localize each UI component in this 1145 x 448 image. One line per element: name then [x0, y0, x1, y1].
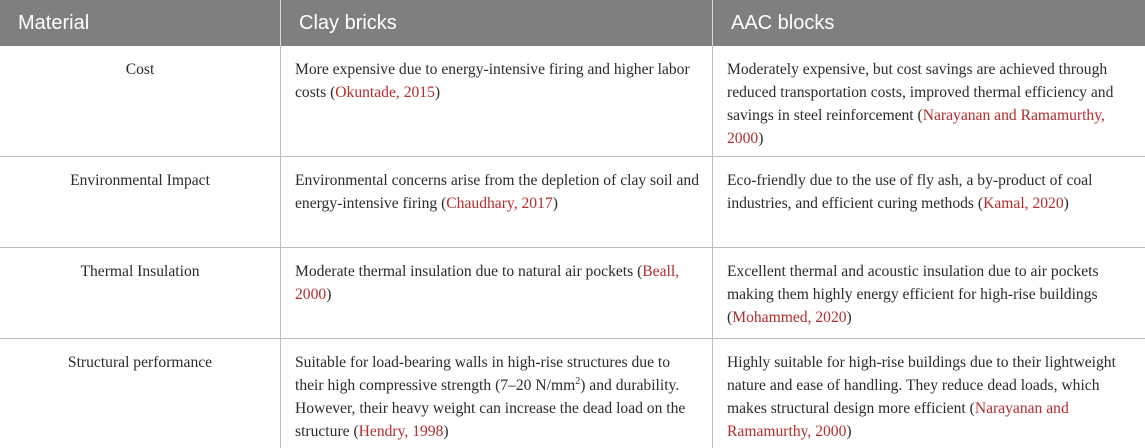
table-row — [0, 46, 1145, 157]
cell-text: More expensive due to energy-intensive firing and higher labor costs ( — [295, 61, 690, 101]
citation-link[interactable]: Hendry, 1998 — [358, 423, 444, 440]
clay-bricks-cell — [281, 248, 713, 338]
clay-bricks-cell — [281, 46, 713, 156]
cell-text: Excellent thermal and acoustic insulation due to air pockets making them highly energy efficient for high-rise buildings ( — [727, 263, 1099, 326]
material-cell: Thermal Insulation — [0, 248, 281, 338]
clay-bricks-cell — [281, 157, 713, 247]
cell-text-tail: ) — [846, 309, 852, 326]
cell-text-tail: ) — [434, 84, 441, 101]
material-cell: Environmental Impact — [0, 157, 281, 247]
table-row — [0, 248, 1145, 339]
citation-link[interactable]: Beall, 2000 — [295, 263, 680, 303]
aac-blocks-cell — [713, 339, 1145, 448]
cell-text-tail: ) — [846, 423, 852, 440]
cell-text: Suitable for load-bearing walls in high-rise structures due to their high compressive strength (7–20 N/mm — [295, 354, 671, 394]
cell-text: Environmental concerns arise from the depletion of clay soil and energy-intensive firing ( — [295, 172, 700, 212]
cell-text: Highly suitable for high-rise buildings due to their lightweight nature and ease of handling. They reduce dead loads, which makes structural design more efficient ( — [727, 354, 1116, 417]
material-cell: Cost — [0, 46, 281, 156]
cell-text: Moderate thermal insulation due to natural air pockets ( — [295, 263, 643, 280]
cell-text-tail: ) — [326, 286, 332, 303]
cell-text-tail: ) — [552, 195, 558, 212]
cell-text-tail: ) — [1063, 195, 1069, 212]
header-material: Material — [0, 0, 281, 46]
cell-text: Eco-friendly due to the use of fly ash, a by-product of coal industries, and efficient curing methods ( — [727, 172, 1093, 212]
header-clay-bricks: Clay bricks — [281, 0, 713, 46]
citation-link[interactable]: Narayanan and Ramamurthy, 2000 — [727, 107, 1105, 147]
citation-link[interactable]: Chaudhary, 2017 — [446, 195, 553, 212]
material-cell: Structural performance — [0, 339, 281, 448]
cell-text: Moderately expensive, but cost savings are achieved through reduced transportation costs, improved thermal efficiency and savings in steel reinforcement ( — [727, 61, 1114, 124]
aac-blocks-cell — [713, 248, 1145, 338]
citation-link[interactable]: Kamal, 2020 — [983, 195, 1064, 212]
aac-blocks-cell — [713, 46, 1145, 156]
citation-link[interactable]: Okuntade, 2015 — [335, 84, 435, 101]
citation-link[interactable]: Narayanan and Ramamurthy, 2000 — [727, 400, 1069, 440]
superscript: 2 — [575, 375, 581, 387]
clay-bricks-cell — [281, 339, 713, 448]
citation-link[interactable]: Mohammed, 2020 — [732, 309, 847, 326]
table-row — [0, 339, 1145, 448]
table-header — [0, 0, 1145, 46]
header-aac-blocks: AAC blocks — [731, 11, 835, 34]
cell-text-tail: ) — [443, 423, 449, 440]
aac-blocks-cell — [713, 157, 1145, 247]
cell-text-tail: ) — [758, 130, 764, 147]
table-row — [0, 157, 1145, 248]
cell-text: ) and durability. However, their heavy weight can increase the dead load on the structure ( — [295, 377, 686, 440]
